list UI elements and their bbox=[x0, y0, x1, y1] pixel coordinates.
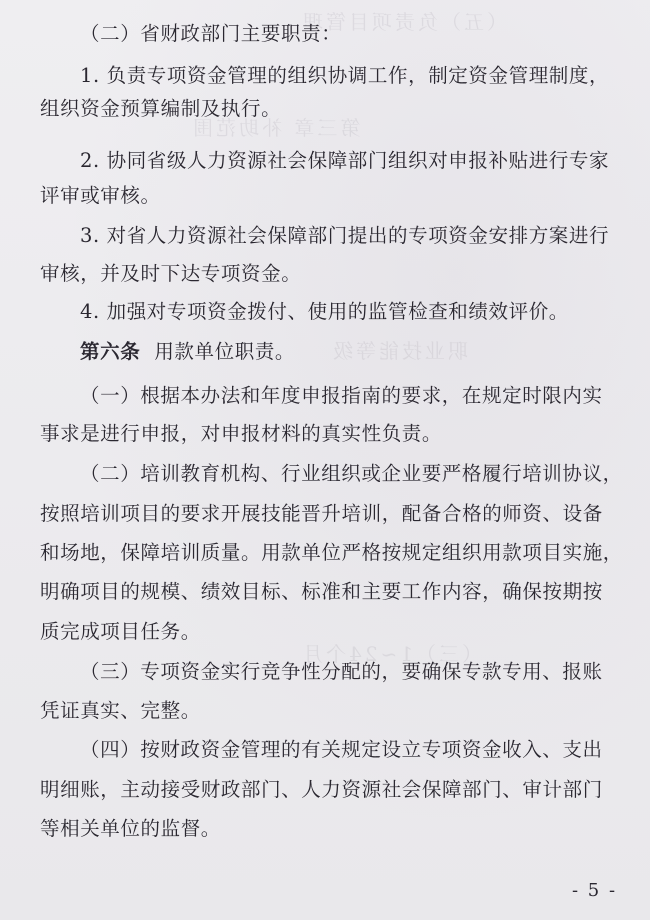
unit-duty-2-line-5: 质完成项目任务。 bbox=[40, 620, 201, 643]
article-title: 用款单位职责。 bbox=[154, 340, 296, 363]
page-number: - 5 - bbox=[572, 880, 618, 901]
show-through-text: （三）1~24个月 bbox=[300, 642, 482, 666]
unit-duty-3-line-2: 凭证真实、完整。 bbox=[40, 699, 201, 722]
duty-item-4: 4. 加强对专项资金拨付、使用的监管检查和绩效评价。 bbox=[80, 300, 569, 323]
section-heading: （二）省财政部门主要职责： bbox=[80, 22, 342, 45]
duty-item-3-line-2: 审核，并及时下达专项资金。 bbox=[40, 262, 302, 285]
article-heading bbox=[80, 340, 295, 364]
unit-duty-3-line-1: （三）专项资金实行竞争性分配的，要确保专款专用、报账 bbox=[80, 660, 603, 683]
duty-item-1-line-2: 组织资金预算编制及执行。 bbox=[40, 97, 282, 120]
unit-duty-1-line-1: （一）根据本办法和年度申报指南的要求，在规定时限内实 bbox=[80, 384, 603, 407]
unit-duty-2-line-4: 明确项目的规模、绩效目标、标准和主要工作内容，确保按期按 bbox=[40, 580, 603, 603]
article-label: 第六条 bbox=[80, 340, 141, 363]
unit-duty-4-line-1: （四）按财政资金管理的有关规定设立专项资金收入、支出 bbox=[80, 738, 603, 761]
unit-duty-2-line-1: （二）培训教育机构、行业组织或企业要严格履行培训协议， bbox=[80, 462, 623, 485]
unit-duty-4-line-2: 明细账，主动接受财政部门、人力资源社会保障部门、审计部门 bbox=[40, 778, 603, 801]
show-through-text: 职业技能等级 bbox=[330, 339, 468, 363]
unit-duty-2-line-2: 按照培训项目的要求开展技能晋升培训，配备合格的师资、设备 bbox=[40, 502, 603, 525]
show-through-text: （五）负责项目管理 bbox=[300, 10, 507, 34]
duty-item-2-line-1: 2. 协同省级人力资源社会保障部门组织对申报补贴进行专家 bbox=[80, 149, 610, 172]
unit-duty-2-line-3: 和场地，保障培训质量。用款单位严格按规定组织用款项目实施， bbox=[40, 541, 623, 564]
duty-item-1-line-1: 1. 负责专项资金管理的组织协调工作，制定资金管理制度， bbox=[80, 64, 610, 87]
show-through-text: 第三章 补助范围 bbox=[190, 116, 361, 140]
duty-item-2-line-2: 评审或审核。 bbox=[40, 184, 161, 207]
unit-duty-1-line-2: 事求是进行申报，对申报材料的真实性负责。 bbox=[40, 422, 443, 445]
unit-duty-4-line-3: 等相关单位的监督。 bbox=[40, 817, 221, 840]
duty-item-3-line-1: 3. 对省人力资源社会保障部门提出的专项资金安排方案进行 bbox=[80, 224, 610, 247]
